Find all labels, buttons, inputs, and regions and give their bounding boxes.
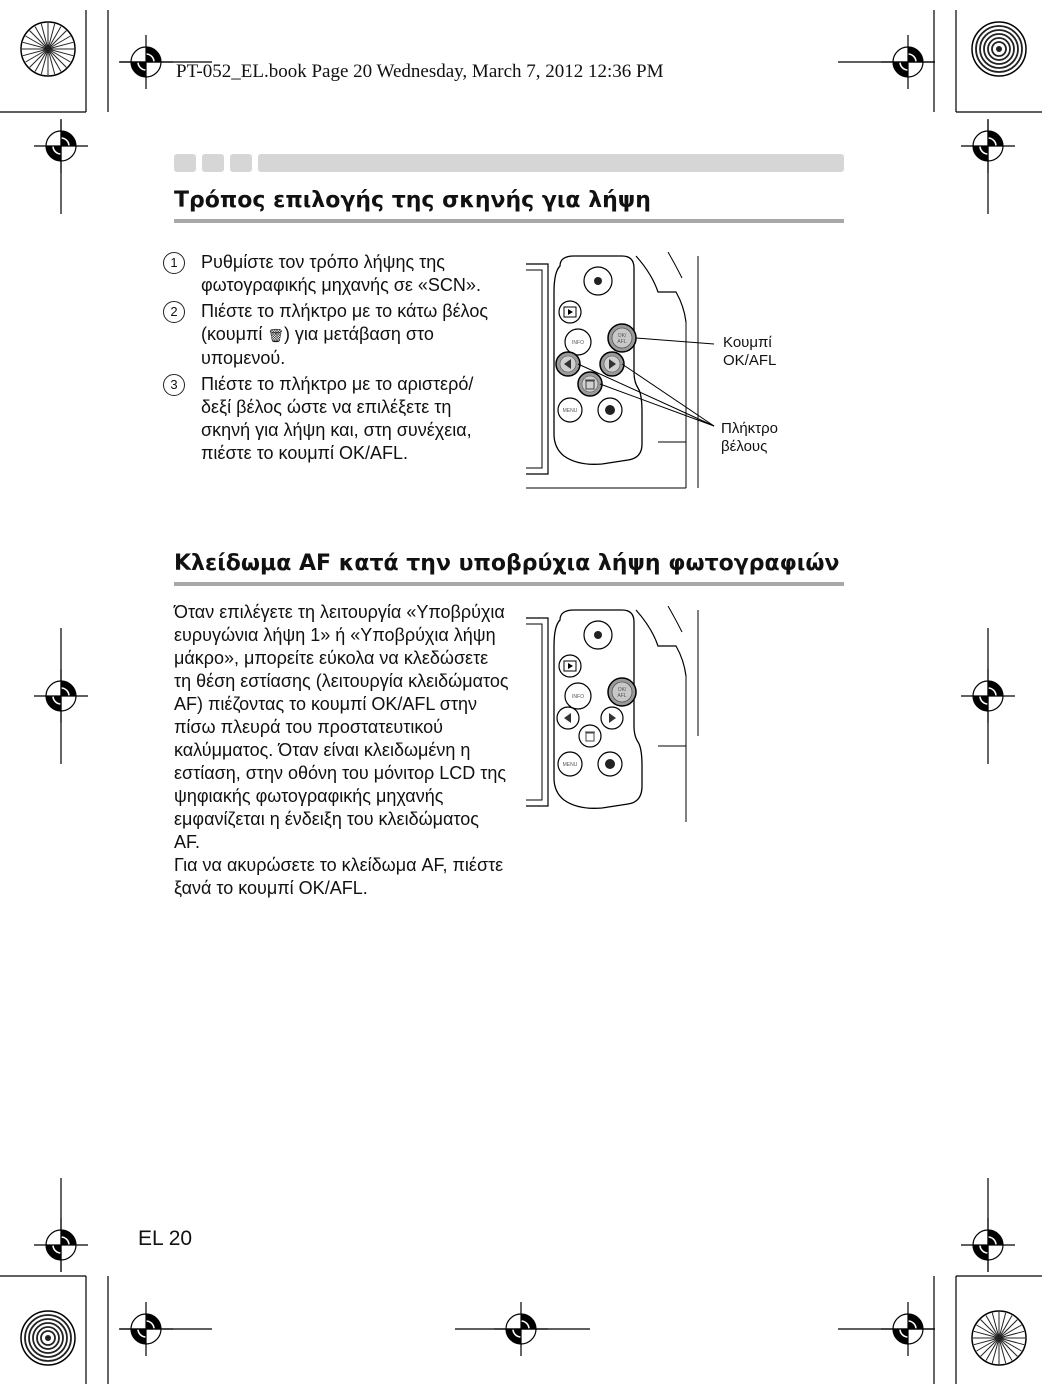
step-3-text: Πιέστε το πλήκτρο με το αριστερό/δεξί βέλος ώστε να επιλέξετε τη σκηνή για λήψη και, στη συνέχεια, πιέστε το κουμπί OK/AFL. xyxy=(201,374,474,463)
menu-button-label: MENU xyxy=(562,408,578,414)
section1-title: Τρόπος επιλογής της σκηνής για λήψη xyxy=(174,188,651,213)
section2-body xyxy=(174,601,509,900)
arrow-key-callout xyxy=(721,420,778,456)
trash-icon: 🗑 xyxy=(267,328,284,343)
ok-button-label-1: OK/ xyxy=(617,333,627,339)
section1-rule xyxy=(174,219,844,223)
title-bar-square-2 xyxy=(202,154,224,172)
ok-button-callout-line2: OK/AFL xyxy=(723,352,777,369)
ok-button-label-2-1: OK/ xyxy=(617,687,627,693)
title-bar-long xyxy=(258,154,844,172)
menu-button-label-2: MENU xyxy=(562,762,578,768)
step-3 xyxy=(163,373,503,465)
title-bar-square-1 xyxy=(174,154,196,172)
page-number: EL 20 xyxy=(138,1227,193,1250)
info-button-label: INFO xyxy=(572,340,584,346)
ok-button-label-2-2: AFL xyxy=(617,693,627,699)
help-icon xyxy=(605,759,615,769)
section1-steps xyxy=(163,251,503,468)
book-header-info: PT-052_EL.book Page 20 Wednesday, March 7, 2012 12:36 PM xyxy=(176,61,664,82)
arrow-key-callout-line1: Πλήκτρο xyxy=(721,420,778,437)
step-2-text-before: Πιέστε το πλήκτρο με το κάτω βέλος (κουμπί xyxy=(201,301,489,344)
camera-diagram-1 xyxy=(526,252,716,492)
title-bar-square-3 xyxy=(230,154,252,172)
section2-title: Κλείδωμα AF κατά την υποβρύχια λήψη φωτογραφιών xyxy=(174,551,840,576)
ok-button-label-2: AFL xyxy=(617,339,627,345)
step-1 xyxy=(163,251,503,297)
help-icon xyxy=(605,405,615,415)
info-button-label-2: INFO xyxy=(572,694,584,700)
section2-rule xyxy=(174,582,844,586)
step-2-text-after: ) για μετάβαση στο υπομενού. xyxy=(201,324,434,368)
ok-button-callout-line1: Κουμπί xyxy=(723,334,772,351)
section2-paragraph-1: Όταν επιλέγετε τη λειτουργία «Υποβρύχια ευρυγώνια λήψη 1» ή «Υποβρύχια λήψη μάκρο», μπορείτε εύκολα να κλεδώσετε τη θέση εστίασης (λειτουργία κλειδώματος AF) πιέζοντας το κουμπί OK/AFL στην πίσω πλευρά του προστατευτικού καλύμματος. Όταν είναι κλειδωμένη η εστίαση, στην οθόνη του μόνιτορ LCD της ψηφιακής φωτογραφικής μηχανής εμφανίζεται η ένδειξη του κλειδώματος AF. xyxy=(174,602,509,852)
section2-paragraph-2: Για να ακυρώσετε το κλείδωμα AF, πιέστε ξανά το κουμπί OK/AFL. xyxy=(174,855,504,898)
ok-button-callout xyxy=(723,334,776,370)
camera-diagram-2 xyxy=(526,606,716,822)
step-1-number: 1 xyxy=(163,252,185,274)
step-1-text: Ρυθμίστε τον τρόπο λήψης της φωτογραφικής μηχανής σε «SCN». xyxy=(201,252,481,295)
arrow-key-callout-line2: βέλους xyxy=(721,438,768,455)
step-2 xyxy=(163,300,503,370)
step-2-number: 2 xyxy=(163,301,185,323)
step-3-number: 3 xyxy=(163,374,185,396)
